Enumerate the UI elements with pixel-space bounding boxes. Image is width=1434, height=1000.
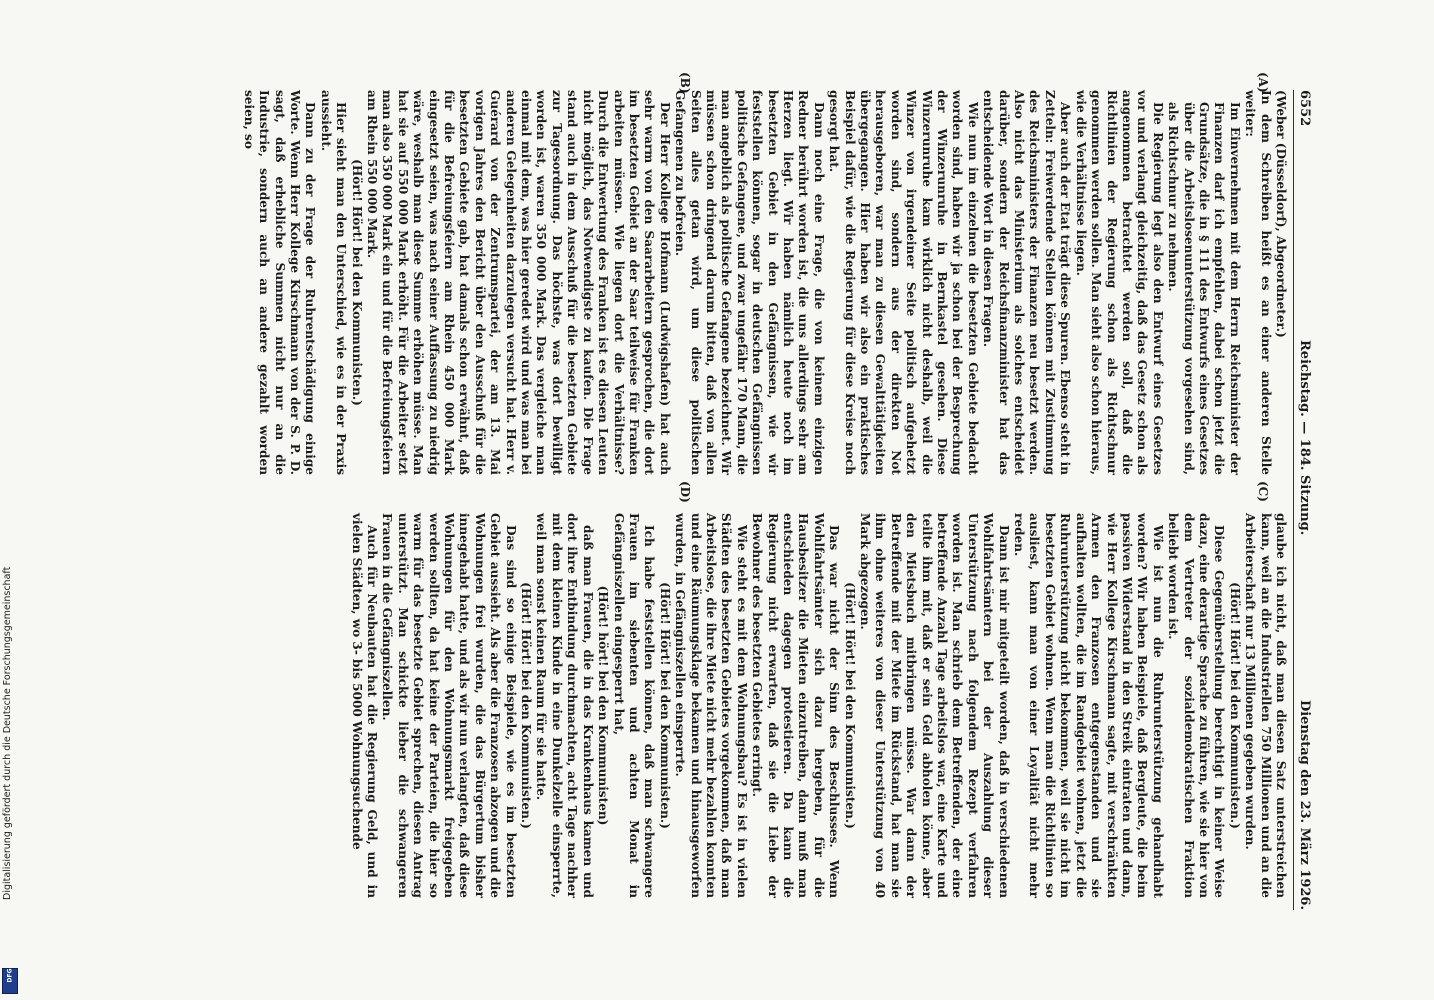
paragraph: (Weber (Düsseldorf), Abgeordneter.) — [1274, 90, 1288, 338]
paragraph: Dann ist mir mitgeteilt worden, daß in verschiedenen Wohlfahrtsämtern bei der Auszahlung dieser Unterstützung nach folgendem Rezept verfahren worden ist. Man schrieb dem Betreffenden, der eine betreffende Anzahl Tage arbeitslos war, eine Karte und teilte ihm mit, daß er sein Geld abholen könne, aber den Mietsbuch mitbringen müsse. War dann der Betreffende mit der Miete im Rückstand, hat man sie ihm ohne weiteres von dieser Unterstützung von 40 Mark abgezogen. — [858, 513, 1011, 898]
session-title: Reichstag. — 184. Sitzung. — [1297, 340, 1312, 536]
paragraph: Hier sieht man den Unterschied, wie es in der Praxis aussieht. — [318, 90, 349, 475]
margin-marker-b: (B) — [678, 72, 692, 94]
paragraph: Die Regierung legt also den Entwurf eines Gesetzes vor und verlangt gleichzeitig, daß das Gesetz schon als angenommen betrachtet werden soll, daß die Richtlinien der Regierung schon als Richtschnur genommen werden sollen. Man sieht also schon hieraus, wie die Verhältnisse liegen. — [1073, 90, 1165, 475]
paragraph: Wie ist nun die Ruhrunterstützung gehandhabt worden? Wir haben Beispiele, daß Bergleute, die beim passiven Widerstand in den Streik eintraten und dann, wie Herr Kollege Kirschmann sagte, mit verschränkten Armen den Franzosen entgegenstanden und sie aufhalten wollten, die im Randgebiet wohnen, jetzt die Ruhrunterstützung nicht bekommen, weil sie nicht im besetzten Gebiet wohnen. Wenn man die Richtlinien so ausliest, kann man von einer Loyalität nicht mehr reden. — [1012, 513, 1165, 898]
paragraph: Wie steht es mit dem Wohnungsbau? Es ist in vielen Städten des besetzten Gebietes vorgekommen, daß man Arbeitslose, die ihre Miete nicht mehr bezahlen konnten und eine Räumungsklage bekamen und hinausgeworfen wurden, in Gefängniszellen einsperrte. — [673, 513, 749, 898]
margin-marker-d: (D) — [678, 481, 692, 503]
paragraph: daß man Frauen, die in das Krankenhaus kamen und dort ihre Entbindung durchmachten, acht Tage nachher mit dem kleinen Kinde in eine Dunkelzelle einsperrte, weil man sonst keinen Raum für sie hatte. — [534, 513, 595, 898]
paragraph: Ich habe feststellen können, daß man schwangere Frauen im siebenten und achten Monat in Gefängniszellen eingesperrt hat, — [611, 513, 657, 898]
interjection: (Hört! Hört! bei den Kommunisten.) — [349, 159, 364, 406]
dfg-logo-icon: DFG — [2, 968, 18, 994]
paragraph: glaube ich nicht, daß man diesen Satz unterstreichen kann, weil an die Industriellen 750 Millionen und an die Arbeiterschaft nur 13 Millionen gegeben wurden. — [1243, 513, 1288, 898]
paragraph: Dann noch eine Frage, die von keinem einzigen Redner berührt worden ist, die uns allerdings sehr am Herzen liegt. Wir haben nämlich heute noch im besetzten Gebiet in den Gefängnissen, wie wir feststellen können, sogar in deutschen Gefängnissen politische Gefangene, und zwar ungefähr 170 Mann, die man angeblich als politische Gefangene bezeichnet. Wir müssen schon dringend darum bitten, daß von allen Seiten alles getan wird, um diese politischen Gefangenen zu befreien. — [673, 90, 826, 475]
interjection: (Hört! Hört! bei den Kommunisten.) — [842, 582, 857, 829]
paragraph: Das war nicht der Sinn des Beschlusses. Wenn Wohlfahrtsämter sich dazu hergeben, für die Hausbesitzer die Mieten einzutreiben, dann muß man entschieden dagegen protestieren. Da kann die Regierung nicht erwarten, daß sie die Liebe der Bewohner des besetzten Gebietes erringt. — [750, 513, 842, 898]
paragraph: Der Herr Kollege Hofmann (Ludwigshafen) hat auch sehr warm von den Saararbeitern gesprochen, die dort im besetzten Gebiet an der Saar teilweise für Franken arbeiten müssen. Wie liegen dort die Verhältnisse? Durch die Entwertung des Franken ist es diesen Leuten nicht möglich, das Notwendigste zu kaufen. Die Frage stand auch in dem Ausschuß für die besetzten Gebiete zur Tagesordnung. Das höchste, was dort bewilligt worden ist, waren 350 000 Mark. Das vergleiche man einmal mit dem, was hier geredet wird und was man bei anderen Gelegenheiten darzulegen versucht hat. Herr v. Guérard von der Zentrumspartei, der am 13. Mai vorigen Jahres den Bericht über den Ausschuß für die besetzten Gebiete gab, hat damals schon erwähnt, daß für die Befreiungsfeiern am Rhein 450 000 Mark eingesetzt seien, was nach seiner Auffassung zu niedrig wäre, weshalb man diese Summe erhöhen müsse. Man hat sie auf 550 000 Mark erhöht. Für die Arbeiter setzt man also 350 000 Mark ein und für die Befreiungsfeiern am Rhein 550 000 Mark. — [365, 90, 672, 475]
margin-marker-c: (C) — [1256, 481, 1270, 502]
paragraph: Aber auch der Etat trägt diese Spuren. Ebenso steht in Zetteln: Freiwerdende Stellen können mit Zustimmung des Reichsministers der Finanzen neu besetzt werden. Also nicht das Ministerium als solches entscheidet darüber, sondern der Reichsfinanzminister hat das entscheidende Wort in diesen Fragen. — [981, 90, 1073, 475]
quoted-paragraph: Im Einvernehmen mit dem Herrn Reichsminister der Finanzen darf ich empfehlen, dabei schon jetzt die Grundsätze, die in § 111 des Entwurfs eines Gesetzes über die Arbeitslosenunterstützung vorgesehen sind, als Richtschnur zu nehmen. — [1166, 102, 1242, 475]
digitization-credit: Digitalisierung gefördert durch die Deutsche Forschungsgemeinschaft — [2, 566, 13, 900]
header-rule — [1293, 90, 1294, 910]
interjection: (Hört! hört! bei den Kommunisten) — [596, 585, 611, 826]
paragraph: Diese Gegenüberstellung berechtigt in keiner Weise dazu, eine derartige Sprache zu führen, wie sie hier von dem Vertreter der sozialdemokratischen Fraktion beliebt worden ist. — [1166, 513, 1227, 898]
margin-marker-a: (A) — [1256, 72, 1270, 93]
paragraph: Auch für Neubauten hat die Regierung Geld, und in vielen Städten, wo 3- bis 5000 Wohnungsuchende — [349, 513, 380, 898]
paragraph: In dem Schreiben heißt es an einer anderen Stelle weiter: — [1243, 90, 1273, 475]
interjection: (Hört! Hört! bei den Kommunisten.) — [657, 582, 672, 829]
paragraph: Dann zu der Frage der Ruhrentschädigung einige Worte. Wenn Herr Kollege Kirschmann von der S. P. D. sagt, daß erhebliche Summen nicht nur an die Industrie, sondern auch an andere gezahlt worden seien, so — [241, 90, 318, 475]
paragraph: Das sind so einige Beispiele, wie es im besetzten Gebiet aussieht. Als aber die Franzosen abzogen und die Wohnungen frei wurden, die das Bürgertum bisher innegehabt hatte, und als wir nun verlangten, daß diese Wohnungen für den Wohnungsmarkt freigegeben werden sollten, da hat keine der Parteien, die hier so warm für das besetzte Gebiet sprechen, diesen Antrag unterstützt. Man schickte lieber die schwangeren Frauen in die Gefängniszellen. — [380, 513, 518, 898]
text-column-left — [240, 90, 1288, 475]
interjection: (Hört! Hört! bei den Kommunisten.) — [1227, 582, 1242, 829]
interjection: (Hört! Hört! bei den Kommunisten.) — [519, 582, 534, 829]
text-column-right — [348, 513, 1288, 898]
paragraph: Wie nun im einzelnen die besetzten Gebiete bedacht worden sind, haben wir ja schon bei der Besprechung der Winzerunruhe in Bernkastel gesehen. Diese Winzerunruhe kam wirklich nicht deshalb, weil die Winzer von irgendeiner Seite politisch aufgehetzt worden sind, sondern aus der direkten Not herausgeboren, war man zu diesen Gewalttätigkeiten übergegangen. Hier haben wir also ein praktisches Beispiel dafür, wie die Regierung für diese Kreise noch gesorgt hat. — [827, 90, 980, 475]
document-sheet — [120, 72, 1320, 920]
page-number: 6552 — [1297, 90, 1312, 127]
session-date: Dienstag den 23. März 1926. — [1297, 699, 1312, 910]
